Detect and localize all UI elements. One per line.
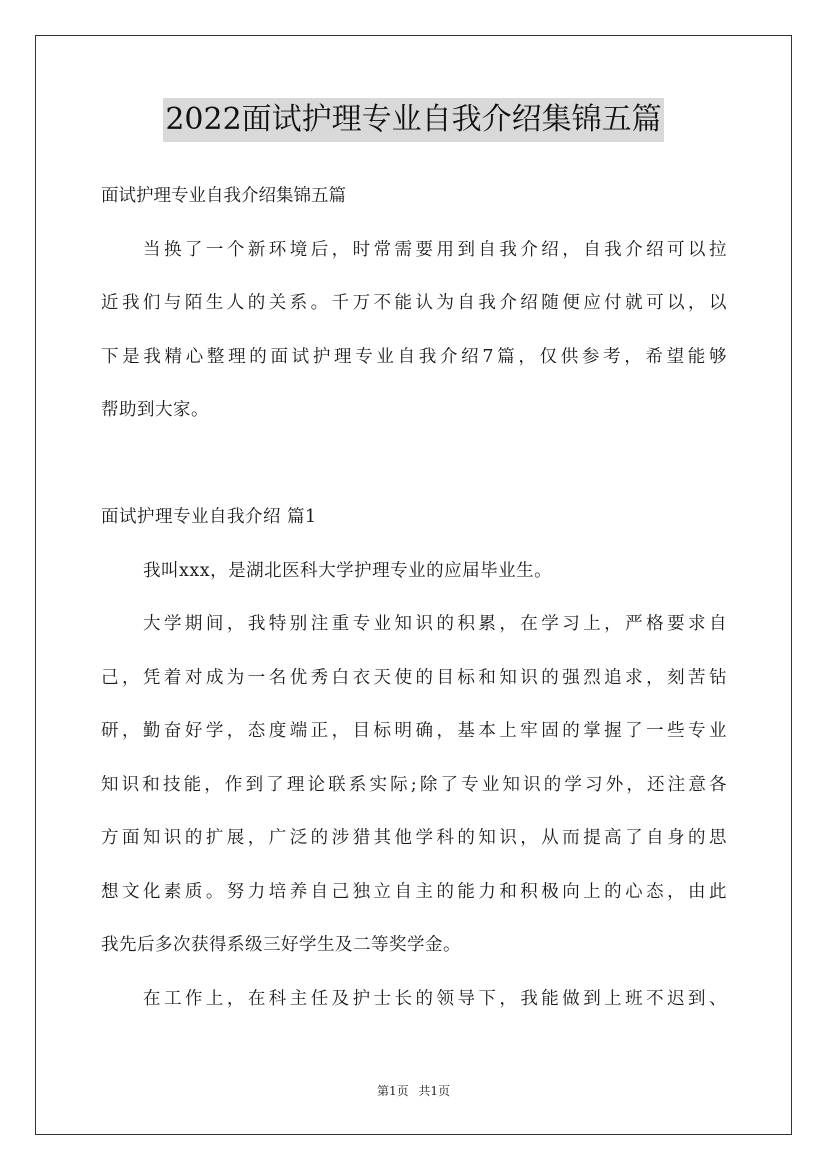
paragraph-line: 大学期间，我特别注重专业知识的积累，在学习上，严格要求自 (143, 614, 727, 634)
paragraph-gap (101, 438, 727, 492)
section-paragraph: 我叫xxx，是湖北医科大学护理专业的应届毕业生。 (143, 560, 553, 581)
page-number: 第1页 (376, 1084, 409, 1098)
paragraph-line: 在工作上，在科主任及护士长的领导下，我能做到上班不迟到、 (143, 988, 727, 1009)
page-footer (0, 1082, 827, 1099)
intro-line: 近我们与陌生人的关系。千万不能认为自我介绍随便应付就可以，以 (101, 293, 727, 313)
document-body (101, 170, 727, 1026)
intro-line: 当换了一个新环境后，时常需要用到自我介绍，自我介绍可以拉 (143, 239, 727, 260)
title-container (0, 98, 827, 142)
intro-line: 帮助到大家。 (101, 400, 209, 420)
paragraph-line: 研，勤奋好学，态度端正，目标明确，基本上牢固的掌握了一些专业 (101, 721, 727, 741)
section-heading: 面试护理专业自我介绍 篇1 (101, 507, 317, 527)
intro-line: 下是我精心整理的面试护理专业自我介绍7篇，仅供参考，希望能够 (101, 346, 727, 367)
document-title: 2022面试护理专业自我介绍集锦五篇 (163, 98, 663, 142)
paragraph-line: 我先后多次获得系级三好学生及二等奖学金。 (101, 935, 461, 955)
paragraph-line: 己，凭着对成为一名优秀白衣天使的目标和知识的强烈追求，刻苦钻 (101, 667, 727, 688)
paragraph-line: 知识和技能，作到了理论联系实际;除了专业知识的学习外，还注意各 (101, 774, 727, 795)
page-total: 共1页 (418, 1084, 451, 1098)
document-subtitle: 面试护理专业自我介绍集锦五篇 (101, 186, 346, 206)
paragraph-line: 想文化素质。努力培养自己独立自主的能力和积极向上的心态，由此 (101, 881, 727, 902)
paragraph-line: 方面知识的扩展，广泛的涉猎其他学科的知识，从而提高了自身的思 (101, 828, 727, 848)
